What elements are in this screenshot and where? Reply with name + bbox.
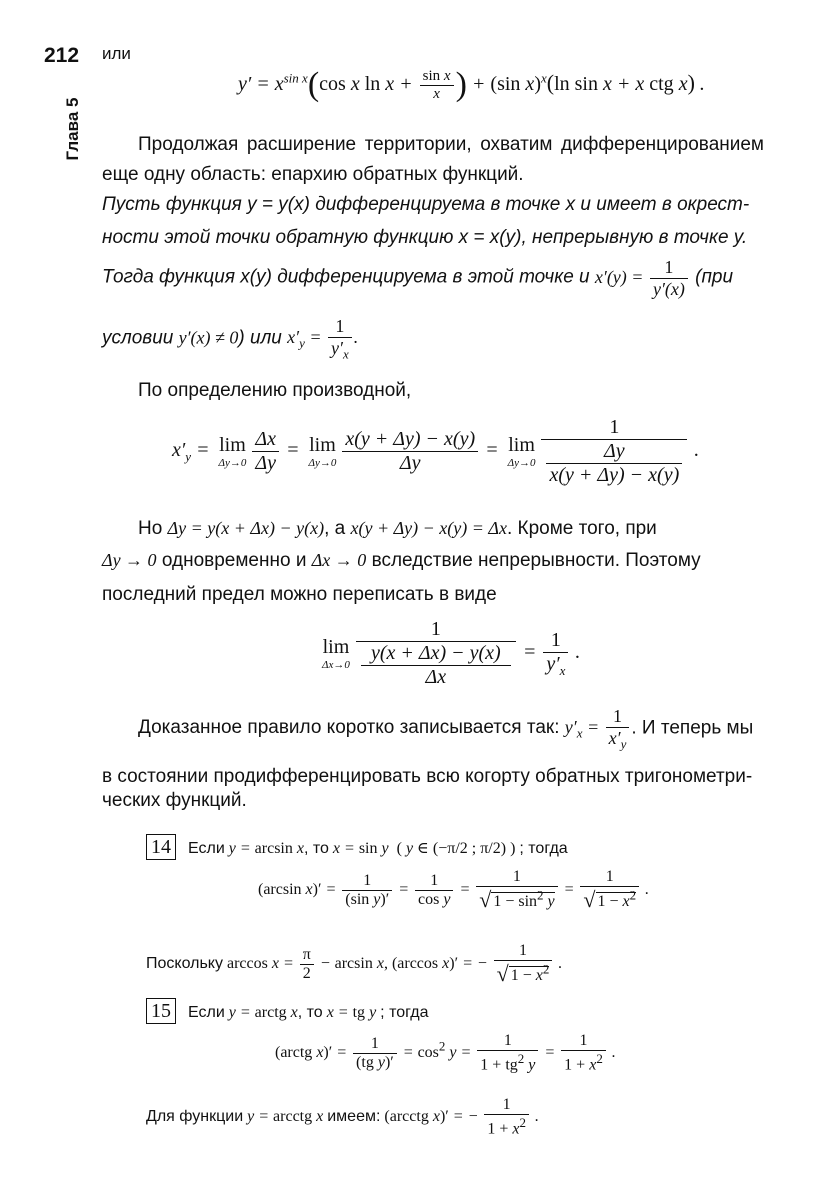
- example-15-line: [146, 998, 428, 1024]
- chapter-text: Глава 5: [63, 97, 82, 161]
- theorem-text-d: ) или: [238, 327, 282, 349]
- page-number: 212: [44, 44, 80, 67]
- theorem-text-c: условии: [102, 327, 174, 349]
- but-text-a: Но: [138, 518, 163, 539]
- but-paragraph-line-1: [102, 518, 764, 540]
- inverse-derivative-formula: x′(y) = $\frac{1}{y'(x)}$: [595, 267, 690, 287]
- theorem-text-b: (при: [695, 266, 734, 288]
- rule-text-a: Доказанное правило коротко записывается так:: [138, 717, 560, 739]
- but-text-c: . Кроме того, при: [506, 518, 657, 539]
- rewritten-limit-formula: lim Δx→0 $\frac{1}{\frac{y(x + \Delta x) - y(x)}{\Delta x}}$ = $\frac{1}{y'_x}$ .: [322, 618, 581, 688]
- theorem-line-2: ности этой точки обратную функцию x = x(y), непрерывную в точке y.: [102, 227, 748, 248]
- but-text-d: одновременно и: [161, 550, 307, 571]
- arcctg-derivative-formula: (arcctg x)′ = − $\frac{1}{1 + x^2}$ .: [384, 1096, 539, 1138]
- example-14-number: 14: [146, 834, 176, 860]
- formula-derivative-power: $y' = x^{sin x}(\cos$ x ln x + $\frac{\text{sin x}}{x}$ ) + (sin x)$^x$(ln sin x + x ctg x) .: [238, 66, 705, 103]
- arccos-text-since: Поскольку: [146, 955, 223, 973]
- tg-def: x = tg y: [326, 1004, 377, 1021]
- example-14-text-so: ; тогда: [519, 840, 568, 857]
- arctg-derivative-formula: (arctg x)′ = $\frac{1}{\text{(tg y)′}}$ = $\cos^2 y$ = $\frac{1}{1 + tg^2 y}$ = $\frac{1}{1 + x^2}$ .: [275, 1032, 616, 1074]
- lead-word: или: [102, 44, 131, 63]
- example-15-text-if: Если: [188, 1004, 225, 1021]
- example-14-text-then: , то: [303, 840, 329, 857]
- rule-paragraph-line-2: в состоянии продифференцировать всю когорту обратных тригонометри-: [102, 766, 753, 787]
- but-paragraph-line-2: [102, 550, 701, 572]
- condition-formula: y′(x) ≠ 0: [178, 327, 239, 348]
- theorem-text-a: Тогда функция x(y) дифференцируема в этой точке и: [102, 266, 590, 288]
- but-text-e: вследствие непрерывности. Поэтому: [371, 550, 701, 571]
- example-15-text-then: , то: [297, 1004, 323, 1021]
- sin-def: x = sin y ( y ∈ (−π/2 ; π/2) ): [332, 840, 516, 857]
- arccos-identity: arccos x = $\frac{\pi}{2}$ − arcsin x: [226, 946, 384, 982]
- theorem-line-4: [102, 316, 358, 363]
- arcctg-def: y = arcctg x: [247, 1107, 324, 1125]
- but-paragraph-line-3: последний предел можно переписать в виде: [102, 584, 497, 605]
- but-text-b: , а: [324, 518, 346, 539]
- example-15-text-so: ; тогда: [380, 1004, 429, 1021]
- dy-to-zero: Δy → 0: [102, 550, 157, 570]
- rule-paragraph-line-3: ческих функций.: [102, 790, 247, 811]
- arctg-def: y = arctg x: [228, 1004, 298, 1021]
- delta-x-formula: x(y + Δy) − x(y) = Δx: [350, 518, 507, 538]
- limit-derivation-formula: $x'_y$ = lim Δy→0 $\frac{\Delta x}{\Delta y}$ = lim Δy→0 $\frac{x(y + \Delta y) - x(y)}{\Delta y}$ = lim Δy→0 $\frac{1}{\frac{\Delta y}{x(y + \Delta y) - x(y)}}$ .: [172, 416, 700, 486]
- intro-paragraph: Продолжая расширение территории, охватим дифференцированием еще одну область: епархию обратных функций.: [102, 134, 764, 185]
- rule-text-b: . И теперь мы: [631, 717, 754, 739]
- example-14-line: [146, 834, 568, 860]
- arcsin-derivative-formula: (arcsin x)′ = $\frac{1}{\text{(sin y)′}}$ = $\frac{1}{\text{cos y}}$ = $\frac{1}{√ 1 - \sin^2 y}$ = $\frac{1}{√ 1 - x^2}$ .: [258, 868, 650, 912]
- example-14-text-if: Если: [188, 840, 225, 857]
- arcctg-text-for: Для функции: [146, 1107, 244, 1125]
- arccos-line: Поскольку arccos x = $\frac{\pi}{2}$ − arcsin x, (arccos x)′ = − $\frac{1}{√ 1 - x^2}$ .: [146, 942, 563, 986]
- rule-formula: $y'_x$ = $\frac{1}{x'_y}$: [565, 717, 632, 737]
- arcctg-text-have: имеем:: [327, 1107, 381, 1125]
- delta-y-formula: Δy = y(x + Δx) − y(x): [167, 518, 325, 538]
- theorem-line-1: Пусть функция y = y(x) дифференцируема в точке x и имеет в окрест-: [102, 194, 750, 215]
- dx-to-zero: Δx → 0: [311, 550, 367, 570]
- theorem-line-3: [102, 257, 764, 300]
- short-inverse-formula: $x'_y$ = $\frac{1}{y'_x}$ .: [287, 316, 359, 362]
- rule-paragraph-line-1: [102, 706, 753, 753]
- definition-paragraph: По определению производной,: [138, 380, 412, 401]
- arcctg-line: [146, 1096, 539, 1138]
- chapter-label: [58, 96, 88, 162]
- arcsin-def: y = arcsin x: [228, 840, 304, 857]
- example-15-number: 15: [146, 998, 176, 1024]
- arccos-derivative-formula: (arccos x)′ = − $\frac{1}{√ 1 - x^2}$ .: [391, 942, 563, 986]
